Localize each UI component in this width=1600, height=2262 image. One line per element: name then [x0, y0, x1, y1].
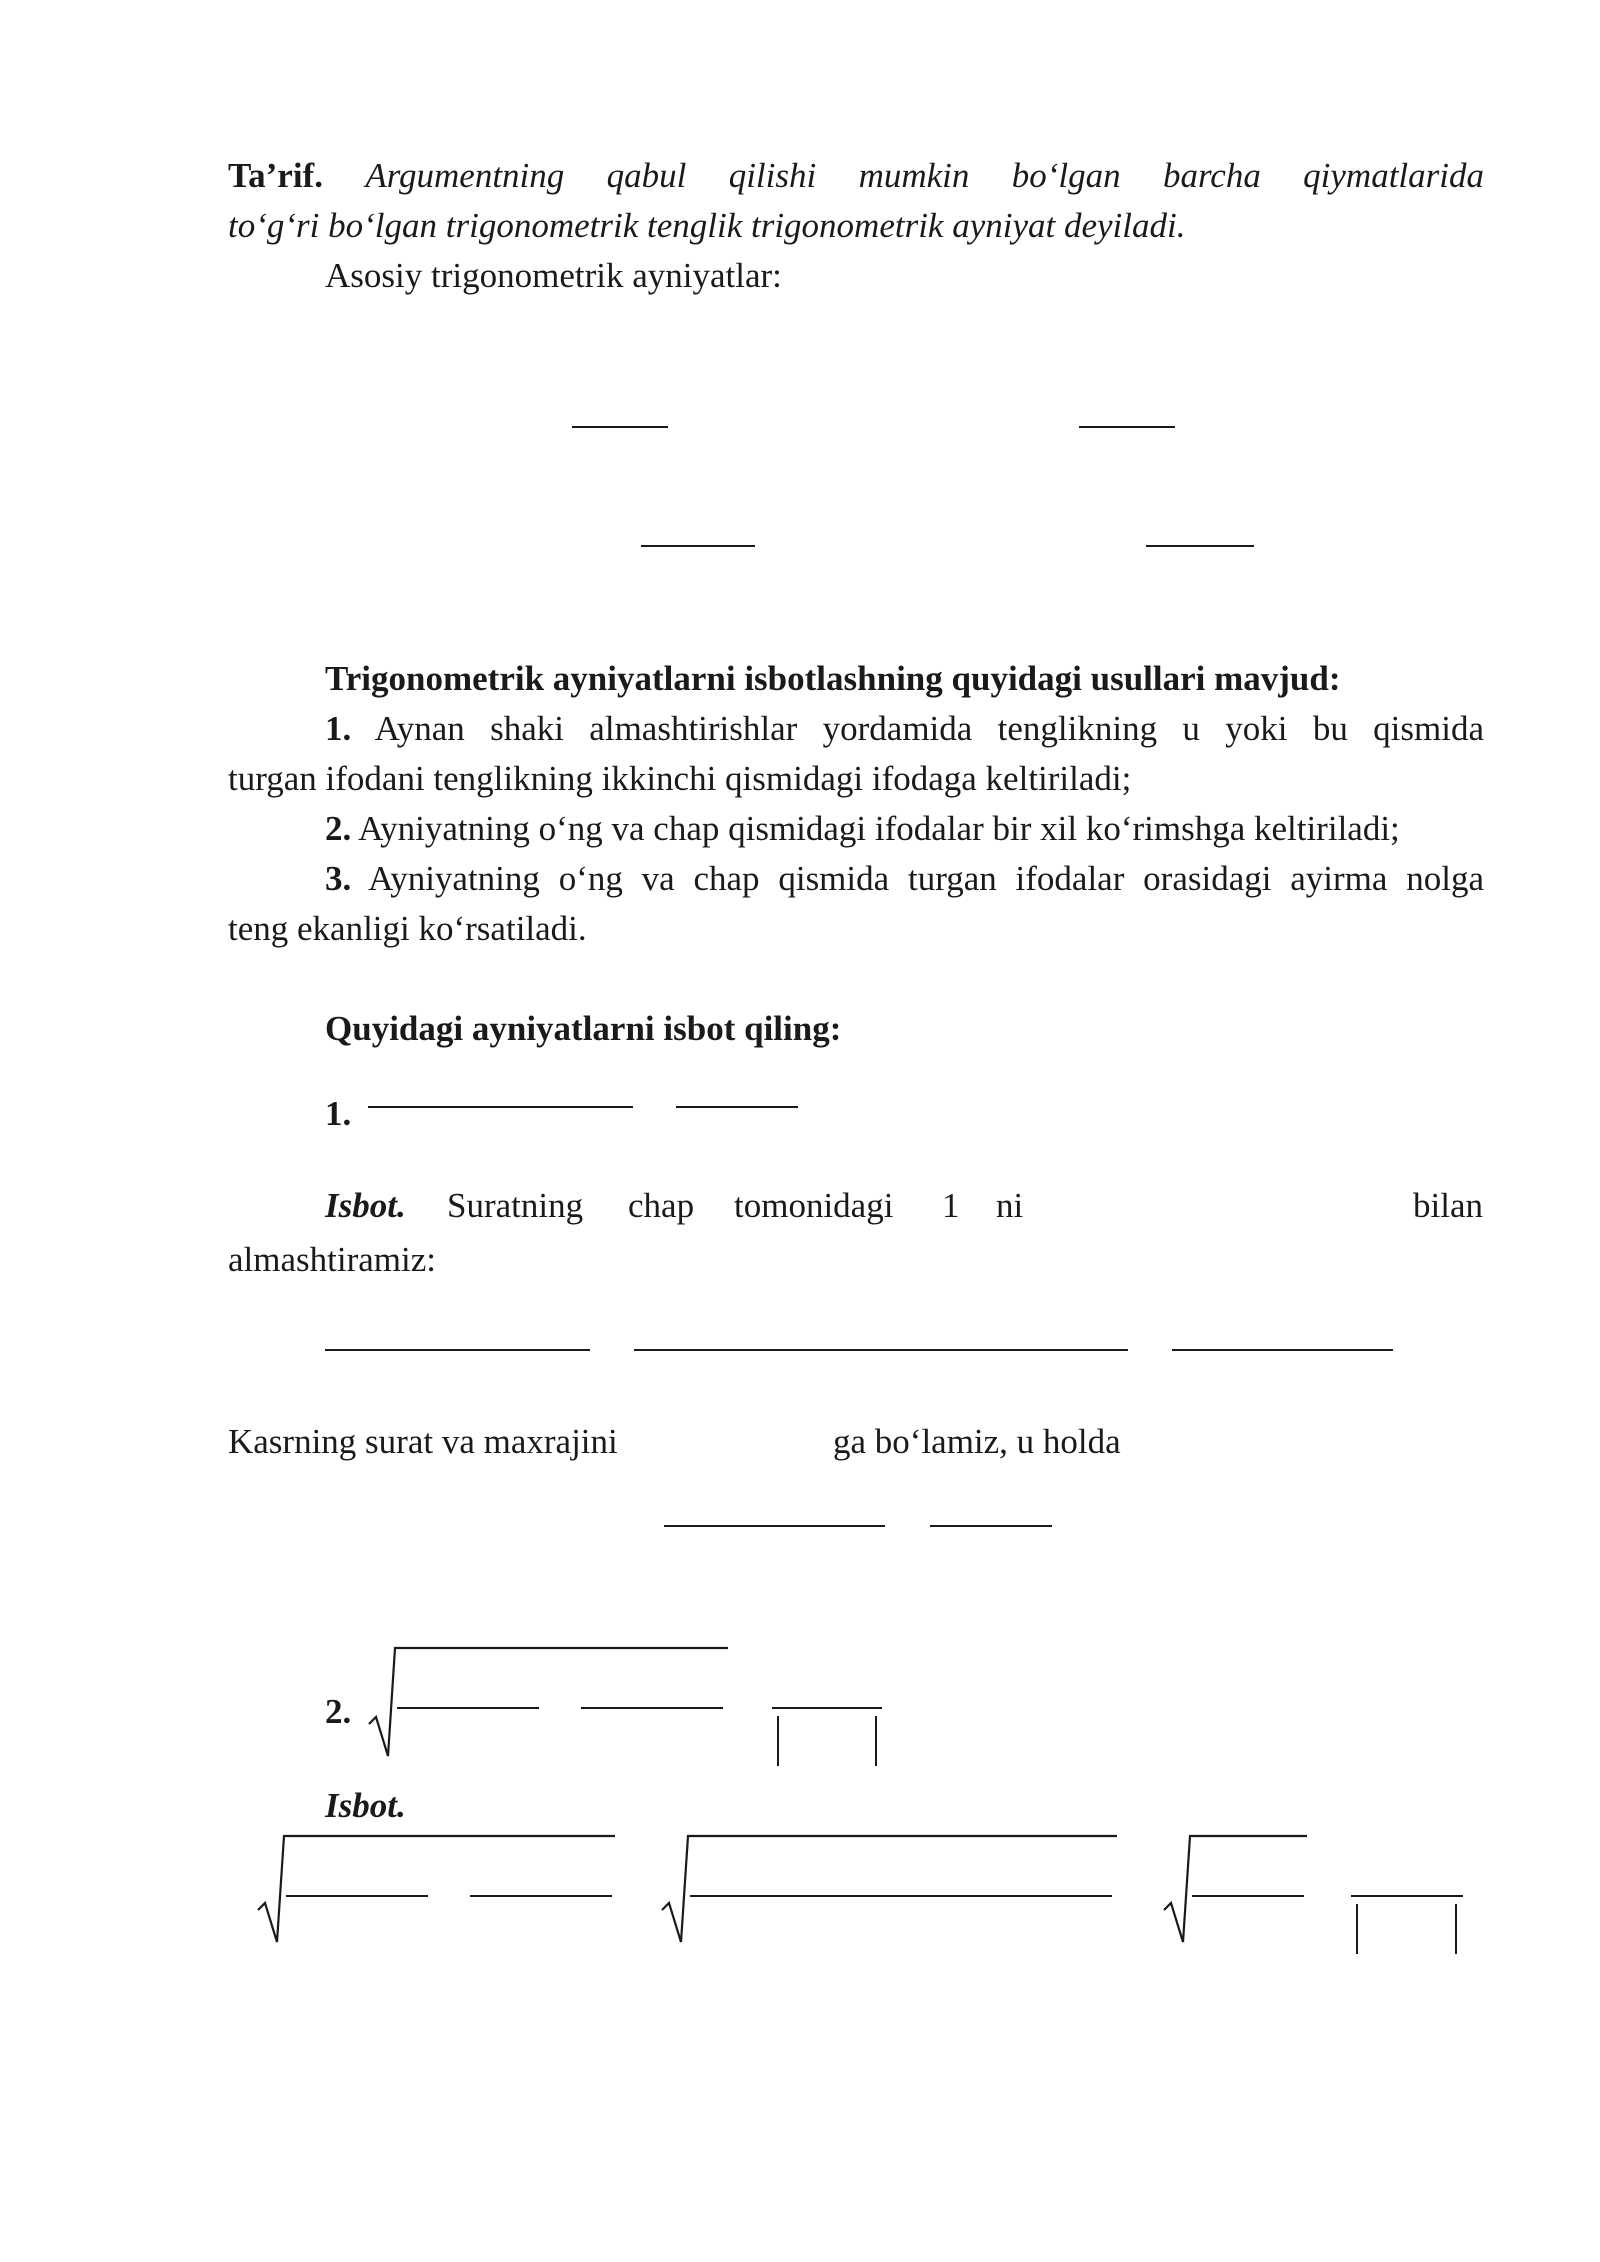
fraction-bar — [676, 1106, 798, 1108]
method-number: 2. — [325, 809, 352, 848]
divide-text-a: Kasrning surat va maxrajini — [228, 1422, 618, 1461]
proof-label: Isbot. — [325, 1186, 406, 1225]
absolute-value-bar — [777, 1716, 779, 1766]
fraction-bar — [664, 1525, 885, 1527]
fraction-bar — [397, 1707, 539, 1709]
exercise-1-number: 1. — [325, 1094, 352, 1133]
method-number: 3. — [325, 859, 352, 898]
basic-identities-heading: Asosiy trigonometrik ayniyatlar: — [325, 256, 782, 295]
radical-sign — [659, 1828, 1117, 1946]
method-number: 1. — [325, 709, 352, 748]
proof-word: ni — [996, 1186, 1024, 1225]
radical-sign — [255, 1828, 615, 1946]
exercise-2-number: 2. — [325, 1692, 352, 1731]
fraction-bar — [572, 426, 668, 428]
fraction-bar — [930, 1525, 1052, 1527]
fraction-bar — [772, 1707, 882, 1709]
proof-word: chap — [628, 1186, 695, 1225]
proof-word: tomonidagi — [734, 1186, 894, 1225]
definition-line-1 — [228, 152, 1484, 200]
definition-text-2: to‘g‘ri bo‘lgan trigonometrik tenglik trigonometrik ayniyat deyiladi. — [228, 206, 1186, 245]
proof-label-2: Isbot. — [325, 1786, 406, 1825]
absolute-value-bar — [1455, 1904, 1457, 1954]
fraction-bar — [470, 1895, 612, 1897]
fraction-bar — [1146, 545, 1254, 547]
fraction-bar — [690, 1895, 1112, 1897]
proof-word: 1 — [942, 1186, 960, 1225]
definition-term: Ta’rif. — [228, 156, 323, 195]
fraction-bar — [1079, 426, 1175, 428]
proof-line-2: almashtiramiz: — [228, 1240, 436, 1279]
exercises-heading: Quyidagi ayniyatlarni isbot qiling: — [325, 1009, 842, 1048]
fraction-bar — [286, 1895, 428, 1897]
radical-sign — [1161, 1828, 1307, 1946]
fraction-bar — [325, 1349, 590, 1351]
divide-text-b: ga bo‘lamiz, u holda — [833, 1422, 1121, 1461]
fraction-bar — [1192, 1895, 1304, 1897]
fraction-bar — [634, 1349, 1128, 1351]
absolute-value-bar — [875, 1716, 877, 1766]
definition-text-1: Argumentning qabul qilishi mumkin bo‘lgan barcha qiymatlarida — [365, 156, 1485, 195]
fraction-bar — [641, 545, 755, 547]
method-1-line-1: 1. Aynan shaki almashtirishlar yordamida tenglikning u yoki bu qismida — [325, 709, 1484, 748]
method-3-line-1: 3. Ayniyatning o‘ng va chap qismida turgan ifodalar orasidagi ayirma nolga — [325, 859, 1484, 898]
fraction-bar — [368, 1106, 633, 1108]
proof-word: Suratning — [447, 1186, 584, 1225]
method-2-line-1: 2. Ayniyatning o‘ng va chap qismidagi ifodalar bir xil ko‘rimshga keltiriladi; — [325, 809, 1400, 848]
method-1-line-2: turgan ifodani tenglikning ikkinchi qismidagi ifodaga keltiriladi; — [228, 759, 1132, 798]
proof-word: bilan — [1413, 1186, 1483, 1225]
radical-sign — [366, 1640, 728, 1760]
fraction-bar — [1172, 1349, 1393, 1351]
methods-heading: Trigonometrik ayniyatlarni isbotlashning quyidagi usullari mavjud: — [325, 659, 1341, 698]
absolute-value-bar — [1356, 1904, 1358, 1954]
method-3-line-2: teng ekanligi ko‘rsatiladi. — [228, 909, 587, 948]
fraction-bar — [581, 1707, 723, 1709]
fraction-bar — [1351, 1895, 1463, 1897]
definition-line-2 — [228, 202, 1185, 250]
